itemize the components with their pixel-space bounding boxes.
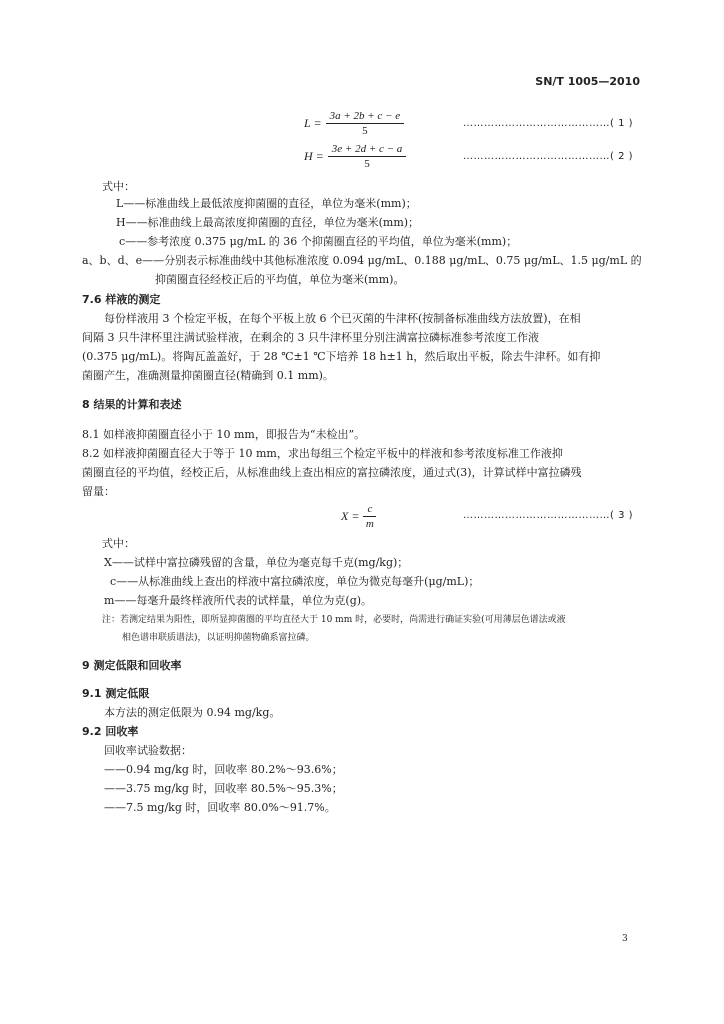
where-label: 式中： xyxy=(102,180,135,193)
paragraph-line: 每份样液用 3 个检定平板，在每个平板上放 6 个已灭菌的牛津杯(按制备标准曲线方法放置)，在相 xyxy=(104,312,581,325)
paragraph-line: 本方法的测定低限为 0.94 mg/kg。 xyxy=(104,706,281,719)
subsection-heading: 9.1 测定低限 xyxy=(82,687,150,700)
section-heading: 8 结果的计算和表述 xyxy=(82,398,182,411)
list-item: ——3.75 mg/kg 时，回收率 80.5%～95.3%； xyxy=(104,782,343,795)
where-item: c——参考浓度 0.375 μg/mL 的 36 个抑菌圈直径的平均值，单位为毫米(mm)； xyxy=(119,235,518,248)
formula-1-denominator: 5 xyxy=(362,125,368,137)
formula-1-number: ……………………………………( 1 ) xyxy=(463,118,634,129)
formula-1 xyxy=(304,110,404,137)
where-label: 式中： xyxy=(102,537,135,550)
where-item-continued: 抑菌圈直径经校正后的平均值，单位为毫米(mm)。 xyxy=(155,273,405,286)
formula-3-numerator: c xyxy=(363,503,376,517)
formula-3-denominator: m xyxy=(365,518,374,530)
formula-2-numerator: 3e + 2d + c − a xyxy=(328,143,407,157)
note-line: 注：若测定结果为阳性，即所显抑菌圈的平均直径大于 10 mm 时，必要时，尚需进行确证实验(可用薄层色谱法或液 xyxy=(102,615,566,625)
page-number: 3 xyxy=(622,934,628,944)
where-item: a、b、d、e——分别表示标准曲线中其他标准浓度 0.094 μg/mL、0.188 μg/mL、0.75 μg/mL、1.5 μg/mL 的 xyxy=(82,254,642,267)
formula-2-denominator: 5 xyxy=(364,158,370,170)
standard-number: SN/T 1005—2010 xyxy=(535,75,640,88)
paragraph-line: 留量： xyxy=(82,485,115,498)
formula-3-number: ……………………………………( 3 ) xyxy=(463,510,634,521)
clause-8-1: 8.1 如样液抑菌圈直径小于 10 mm，即报告为“未检出”。 xyxy=(82,428,366,441)
paragraph-line: 菌圈产生，准确测量抑菌圈直径(精确到 0.1 mm)。 xyxy=(82,369,334,382)
paragraph-line: 8.2 如样液抑菌圈直径大于等于 10 mm，求出每组三个检定平板中的样液和参考浓度标准工作液抑 xyxy=(82,447,563,460)
where-item: X——试样中富拉磷残留的含量，单位为毫克每千克(mg/kg)； xyxy=(104,556,409,569)
formula-2 xyxy=(304,143,406,170)
paragraph-line: 间隔 3 只牛津杯里注满试验样液，在剩余的 3 只牛津杯里分别注满富拉磷标准参考浓度工作液 xyxy=(82,331,539,344)
list-item: ——7.5 mg/kg 时，回收率 80.0%～91.7%。 xyxy=(104,801,336,814)
formula-3 xyxy=(341,503,376,530)
formula-2-number: ……………………………………( 2 ) xyxy=(463,151,634,162)
subsection-heading: 9.2 回收率 xyxy=(82,725,139,738)
section-heading: 7.6 样液的测定 xyxy=(82,293,161,306)
paragraph-line: 菌圈直径的平均值，经校正后，从标准曲线上查出相应的富拉磷浓度，通过式(3)，计算试样中富拉磷残 xyxy=(82,466,582,479)
formula-1-numerator: 3a + 2b + c − e xyxy=(326,110,405,124)
where-item: m——每毫升最终样液所代表的试样量，单位为克(g)。 xyxy=(104,594,373,607)
paragraph-line: (0.375 μg/mL)。将陶瓦盖盖好，于 28 ℃±1 ℃下培养 18 h±1 h，然后取出平板，除去牛津杯。如有抑 xyxy=(82,350,601,363)
list-item: ——0.94 mg/kg 时，回收率 80.2%～93.6%； xyxy=(104,763,343,776)
where-item: L——标准曲线上最低浓度抑菌圈的直径，单位为毫米(mm)； xyxy=(116,197,417,210)
where-item: c——从标准曲线上查出的样液中富拉磷浓度，单位为微克每毫升(μg/mL)； xyxy=(110,575,480,588)
formula-3-lhs: X = xyxy=(341,509,360,523)
section-heading: 9 测定低限和回收率 xyxy=(82,659,182,672)
formula-2-lhs: H = xyxy=(304,149,324,163)
formula-1-lhs: L = xyxy=(304,116,322,130)
where-item: H——标准曲线上最高浓度抑菌圈的直径，单位为毫米(mm)； xyxy=(116,216,420,229)
paragraph-line: 回收率试验数据： xyxy=(104,744,192,757)
note-line: 相色谱串联质谱法)，以证明抑菌物确系富拉磷。 xyxy=(122,633,315,643)
